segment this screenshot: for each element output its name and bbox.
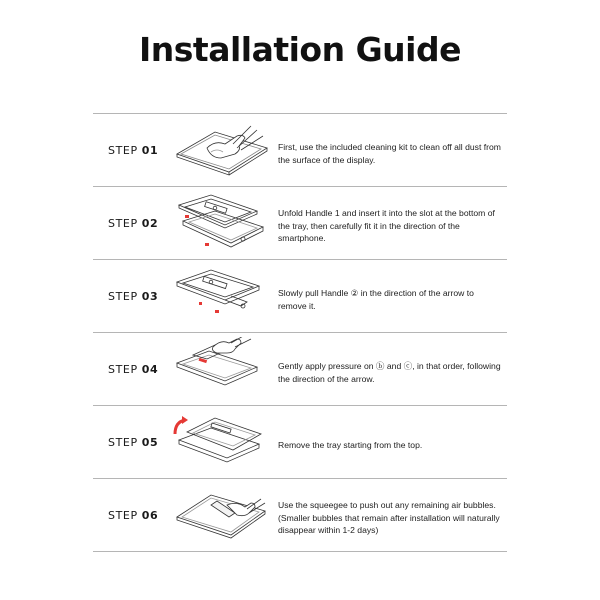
handle-pull-illustration [171, 264, 271, 328]
step-number: 02 [141, 217, 159, 230]
step-05 [93, 405, 507, 478]
step-description: Use the squeegee to push out any remaining air bubbles. (Smaller bubbles that remain after installation will naturally disappear within 1-2 days) [278, 500, 500, 535]
steps-list [93, 113, 507, 552]
step-description: Unfold Handle 1 and insert it into the slot at the bottom of the tray, then carefully fit it in the direction of the smartphone. [278, 208, 495, 243]
step-03 [93, 259, 507, 332]
press-film-illustration [171, 337, 271, 401]
step-label: STEP 06 [108, 509, 159, 522]
step-label: STEP 02 [108, 217, 159, 230]
step-label: STEP 03 [108, 290, 159, 303]
squeegee-illustration [171, 483, 271, 547]
step-01 [93, 113, 507, 186]
step-description: Gently apply pressure on ⓑ and ⓒ, in that order, following the direction of the arrow. [278, 361, 501, 384]
step-label: STEP 05 [108, 436, 159, 449]
step-number: 04 [141, 363, 159, 376]
phone-cleaning-illustration [171, 118, 271, 182]
step-description: Slowly pull Handle ② in the direction of the arrow to remove it. [278, 288, 474, 311]
step-number: 06 [141, 509, 159, 522]
page-title: Installation Guide [139, 30, 461, 69]
step-number: 01 [141, 144, 159, 157]
step-label: STEP 01 [108, 144, 159, 157]
step-04 [93, 332, 507, 405]
step-06 [93, 478, 507, 552]
remove-tray-illustration [171, 410, 271, 474]
tray-insert-illustration [171, 191, 271, 255]
step-description: First, use the included cleaning kit to clean off all dust from the surface of the display. [278, 142, 501, 165]
step-number: 03 [141, 290, 159, 303]
step-number: 05 [141, 436, 159, 449]
step-description: Remove the tray starting from the top. [278, 440, 423, 450]
step-label: STEP 04 [108, 363, 159, 376]
step-02 [93, 186, 507, 259]
